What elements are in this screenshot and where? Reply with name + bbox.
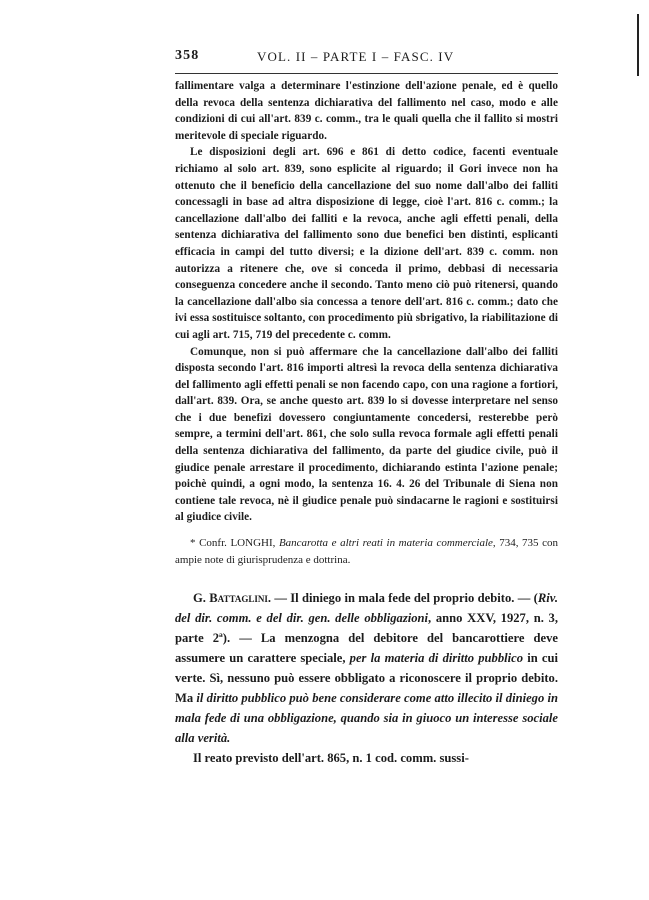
article-body — [175, 78, 558, 526]
review-paragraph — [175, 588, 558, 748]
paragraph: Comunque, non si può affermare che la cancellazione dall'albo dei falliti disposta secondo l'art. 816 importi altresì la revoca della sentenza dichiarativa del fallimento agli effetti penali se non facendo capo, con una ragione a fortiori, dall'art. 839. Ora, se anche questo art. 839 lo si dovesse interpretare nel senso che i due benefizi dovessero congiuntamente concedersi, resterebbe però sempre, a termini dell'art. 861, che solo sulla revoca formale agli effetti penali della sentenza dichiarativa del fallimento, da parte del giudice civile, può il giudice penale arrestare il procedimento, dichiarando estinta l'azione penale; poichè quindi, a ogni modo, la sentenza 16. 4. 26 del Tribunale di Siena non contiene tale revoca, nè il giudice penale può sindacarne le ragioni e sostituirsi al giudice civile. — [175, 345, 558, 524]
review-title: Il diniego in mala fede del proprio debito. — [290, 591, 515, 606]
section-gap — [175, 568, 558, 588]
review-entry — [175, 588, 558, 768]
review-author: G. Battaglini. — [193, 591, 271, 606]
journal-name: Riv. del dir. comm. e del dir. gen. delle obbligazioni — [175, 591, 559, 626]
scan-edge-line — [637, 14, 639, 76]
page-number: 358 — [175, 48, 200, 63]
paragraph-continuation: fallimentare valga a determinare l'estinzione dell'azione penale, ed è quello della revoca della sentenza dichiarativa del fallimento nel caso, modo e alle condizioni di cui all'art. 839 c. comm., tra le quali quella che il fallito si mostri meritevole di speciale riguardo. — [175, 80, 558, 142]
review-emphasis: per la materia di diritto pubblico — [349, 651, 524, 666]
separator: — — [271, 591, 291, 606]
paragraph: Le disposizioni degli art. 696 e 861 di detto codice, facenti eventuale richiamo al solo art. 839, sono esplicite al riguardo; il Gori invece non ha ottenuto che il beneficio della cancellazione del suo nome dall'albo dei falliti concessagli in base ad altra disposizione di legge, cioè l'art. 816 c. comm.; la cancellazione dall'albo dei falliti e la revoca, anche agli effetti penali, della sentenza dichiarativa del fallimento sono due benefici ben distinti, esplicanti efficacia in campi del tutto diversi; e la dizione dell'art. 839 c. comm. non autorizza a ritenere che, ove si conceda il primo, debbasi di necessaria conseguenza concedere anche il secondo. Tanto meno ciò può ritenersi, quando la cancellazione dall'albo sia concessa a tenore dell'art. 816 c. comm.; dato che ivi essa sostituisce soltanto, con procedimento più sbrigativo, la riabilitazione di cui agli art. 715, 719 del precedente c. comm. — [175, 146, 558, 341]
page-header — [175, 48, 558, 70]
review-text: La menzogna del debitore del bancarottiere deve assumere un carattere speciale, — [175, 631, 558, 666]
footnote-prefix: * Confr. LONGHI, — [190, 537, 279, 550]
review-emphasis: il diritto pubblico può bene considerare come atto illecito il diniego in mala fede di una obbligazione, quando sia in giuoco un interesse sociale alla verità. — [175, 691, 558, 746]
journal-page — [175, 48, 558, 768]
footnote-suffix: , 734, 735 con ampie note di giurisprudenza e dottrina. — [175, 537, 559, 566]
separator: — ( — [514, 591, 538, 606]
header-rule — [175, 73, 558, 74]
footnote-book-title: Bancarotta e altri reati in materia commerciale — [278, 537, 493, 550]
review-paragraph: Il reato previsto dell'art. 865, n. 1 cod. comm. sussi- — [193, 751, 469, 766]
journal-citation: , anno XXV, 1927, n. 3, parte 2ª). — — [175, 611, 558, 646]
running-head: VOL. II – PARTE I – FASC. IV — [257, 49, 455, 64]
footnote — [175, 535, 558, 568]
review-text: in cui verte. Sì, nessuno può essere obbligato a riconoscere il proprio debito. Ma — [175, 651, 558, 706]
